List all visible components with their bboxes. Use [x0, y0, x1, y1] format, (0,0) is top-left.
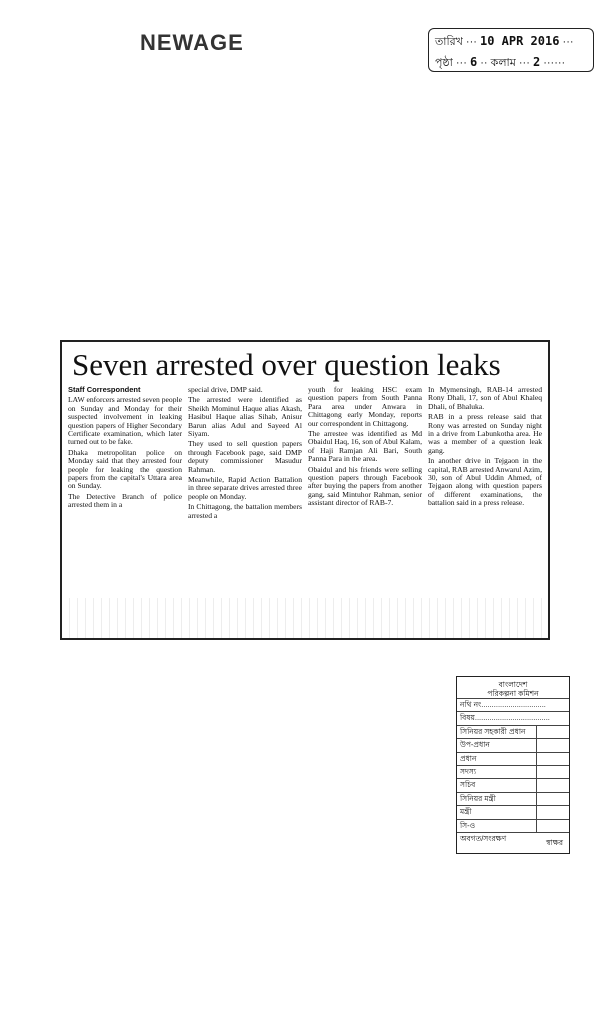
routing-slip-row — [457, 765, 569, 778]
routing-slip-row-label: নথি নং............................... — [460, 700, 546, 709]
routing-slip-row — [457, 792, 569, 805]
newspaper-masthead: NEWAGE — [140, 30, 244, 55]
routing-slip-row — [457, 725, 569, 738]
routing-slip-row — [457, 738, 569, 751]
article-paragraph: RAB in a press release said that Rony was arrested on Sunday night in a drive from Labunkotha area. He was a member of a question leak gang. — [428, 412, 542, 455]
routing-slip-row-label: সি-ও — [460, 820, 476, 830]
article-paragraph: The arrested were identified as Sheikh Mominul Haque alias Akash, Hasibul Haque alias Sihab, Anisur Barun alias Adul and Sayeed Al Siyam. — [188, 395, 302, 439]
routing-slip-checkbox — [536, 820, 569, 832]
routing-slip-row-label: সিনিয়র মন্ত্রী — [460, 793, 496, 803]
article-column-3 — [308, 386, 422, 590]
routing-slip-row-label: বিষয়.................................... — [460, 713, 550, 723]
article-paragraph: Dhaka metropolitan police on Monday said that they arrested four people for leaking the question papers from the capital's Uttara area on Sunday. — [68, 447, 182, 491]
article-paragraph: The Detective Branch of police arrested them in a — [68, 491, 182, 510]
article-paragraph: Meanwhile, Rapid Action Battalion in three separate drives arrested three people on Monday. — [188, 475, 302, 501]
article-paragraph: LAW enforcers arrested seven people on Sunday and Monday for their suspected involvement in leaking question papers of Higher Secondary Certificate examination, which later turned out to be fake. — [68, 395, 182, 447]
article-paragraph: youth for leaking HSC exam question papers from South Panna Para area under Anwara in Chittagong early Monday, reports our correspondent in Chittagong. — [308, 386, 422, 428]
routing-slip-header — [457, 677, 569, 698]
routing-slip-subtitle: পরিকল্পনা কমিশন — [487, 689, 539, 698]
routing-slip-checkbox — [536, 779, 569, 791]
routing-slip-signature: স্বাক্ষর — [546, 838, 563, 847]
article-column-2 — [188, 386, 302, 590]
routing-slip-title: বাংলাদেশ — [498, 680, 528, 689]
routing-slip-row — [457, 711, 569, 724]
article-byline: Staff Correspondent — [68, 386, 141, 394]
routing-slip-row-label: সিনিয়র সহকারী প্রধান — [460, 726, 526, 736]
article-paragraph: In Mymensingh, RAB-14 arrested Rony Dhali, 17, son of Abul Khaleq Dhali, of Bhaluka. — [428, 386, 542, 411]
stamp-column-label: কলাম — [490, 57, 516, 69]
routing-slip-checkbox — [536, 766, 569, 778]
routing-slip-row-label: মন্ত্রী — [460, 807, 472, 817]
routing-slip-checkbox — [536, 726, 569, 738]
stamp-date-label: তারিখ — [435, 36, 463, 48]
routing-slip-row-label: সচিব — [460, 780, 476, 790]
article-paragraph: special drive, DMP said. — [188, 386, 263, 394]
routing-slip-row — [457, 778, 569, 791]
routing-slip-row — [457, 805, 569, 818]
article-paragraph: Obaidul and his friends were selling question papers through Facebook after buying the papers from another gang, said Mintuhor Rahman, senior assistant director of RAB-7. — [308, 464, 422, 508]
stamp-page-label: পৃষ্ঠা — [435, 57, 453, 69]
article-column-1 — [68, 386, 182, 590]
routing-slip-row-label: উপ-প্রধান — [460, 740, 490, 750]
stamp-column-value: 2 — [532, 55, 541, 69]
routing-slip-checkbox — [536, 753, 569, 765]
routing-slip-row — [457, 752, 569, 765]
article-paragraph: In another drive in Tejgaon in the capital, RAB arrested Anwarul Azim, 30, son of Abul Uddin Ahmed, of Tejgaon along with question papers of different examinations, the battalion said in a press release. — [428, 456, 542, 508]
stamp-date-row: তারিখ ··· 10 APR 2016 ··· — [435, 34, 574, 48]
article-paragraph: In Chittagong, the battalion members arrested a — [188, 502, 302, 520]
article-paragraph: The arrestee was identified as Md Obaidul Haq, 16, son of Abul Kalam, of Haji Ramjan Ali Bari, South Panna Para in the area. — [308, 429, 422, 464]
stamp-page-value: 6 — [469, 55, 478, 69]
routing-slip-checkbox — [536, 806, 569, 818]
routing-slip-checkbox — [536, 793, 569, 805]
article-body — [68, 386, 542, 590]
newspaper-clipping — [60, 340, 550, 640]
routing-slip-row-label: অবগত/সংরক্ষণ — [460, 833, 507, 843]
routing-slip-row — [457, 819, 569, 832]
article-headline: Seven arrested over question leaks — [72, 347, 501, 382]
article-paragraph: They used to sell question papers through Facebook page, said DMP deputy commissioner Masudur Rahman. — [188, 439, 302, 474]
routing-slip-checkbox — [536, 739, 569, 751]
routing-slip-row-label: সদস্য — [460, 766, 477, 776]
date-stamp — [428, 28, 594, 72]
stamp-page-row: পৃষ্ঠা ··· 6 ·· কলাম ··· 2 ······ — [435, 55, 566, 69]
stamp-date-value: 10 APR 2016 — [479, 34, 560, 48]
routing-slip — [456, 676, 570, 854]
article-column-4 — [428, 386, 542, 590]
routing-slip-row-label: প্রধান — [460, 753, 477, 763]
routing-slip-row — [457, 698, 569, 711]
